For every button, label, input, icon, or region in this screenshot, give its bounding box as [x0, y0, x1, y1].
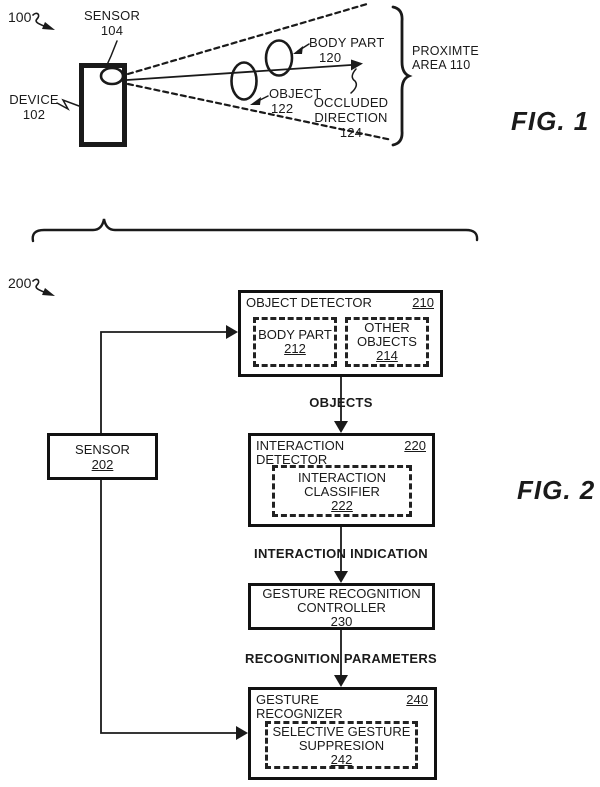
object-detector-title: OBJECT DETECTOR	[246, 295, 372, 310]
occluded-direction-124-label: OCCLUDED DIRECTION 124	[313, 95, 389, 140]
other-objects-214-box: OTHER OBJECTS 214	[345, 317, 429, 367]
object-detector-ref: 210	[412, 295, 434, 310]
proximate-area-brace	[393, 7, 409, 145]
body-part-212-box: BODY PART 212	[253, 317, 337, 367]
body-part-leader-line	[293, 44, 309, 54]
sensor-104-label: SENSOR 104	[83, 8, 141, 38]
device-leader-line	[57, 100, 79, 109]
gesture-recognizer-box	[248, 687, 437, 780]
proximate-area-110-label: PROXIMTE AREA 110	[412, 44, 479, 72]
object-leader-line	[250, 96, 268, 105]
sensor-to-gesture-recognizer-connector	[101, 480, 248, 740]
object-ellipse	[232, 63, 257, 100]
occluded-leader-squiggle	[351, 69, 356, 93]
sensor-to-object-detector-connector	[101, 325, 238, 433]
selective-gesture-suppression-242-box: SELECTIVE GESTURE SUPPRESION 242	[265, 721, 418, 769]
interaction-classifier-222-box: INTERACTION CLASSIFIER 222	[272, 465, 412, 517]
fig1-caption: FIG. 1	[511, 106, 590, 136]
interaction-detector-ref: 220	[404, 438, 426, 453]
device-102-label: DEVICE 102	[9, 92, 59, 122]
gesture-recognizer-title: GESTURE RECOGNIZER	[256, 692, 343, 721]
body-part-120-label: BODY PART 120	[309, 35, 385, 65]
figure-divider-brace	[33, 219, 477, 241]
gesture-recognizer-ref: 240	[406, 692, 428, 707]
sensor-ellipse	[101, 68, 123, 84]
sensor-202-box: SENSOR 202	[47, 433, 158, 480]
flow-label-interaction-indication: INTERACTION INDICATION	[254, 546, 428, 561]
fig1-ref-squiggle-arrow	[33, 13, 55, 30]
fig1-reference-number: 100	[8, 9, 32, 25]
object-detector-box	[238, 290, 443, 377]
interaction-detector-title: INTERACTION DETECTOR	[256, 438, 345, 467]
fig2-ref-squiggle-arrow	[33, 279, 55, 296]
flow-label-objects: OBJECTS	[309, 395, 373, 410]
fig2-reference-number: 200	[8, 275, 32, 291]
interaction-detector-box	[248, 433, 435, 527]
gesture-recognition-controller-box: GESTURE RECOGNITION CONTROLLER 230	[248, 583, 435, 630]
fig2-caption: FIG. 2	[517, 475, 596, 505]
flow-label-recognition-parameters: RECOGNITION PARAMETERS	[245, 651, 437, 666]
object-122-label: OBJECT 122	[269, 86, 322, 116]
